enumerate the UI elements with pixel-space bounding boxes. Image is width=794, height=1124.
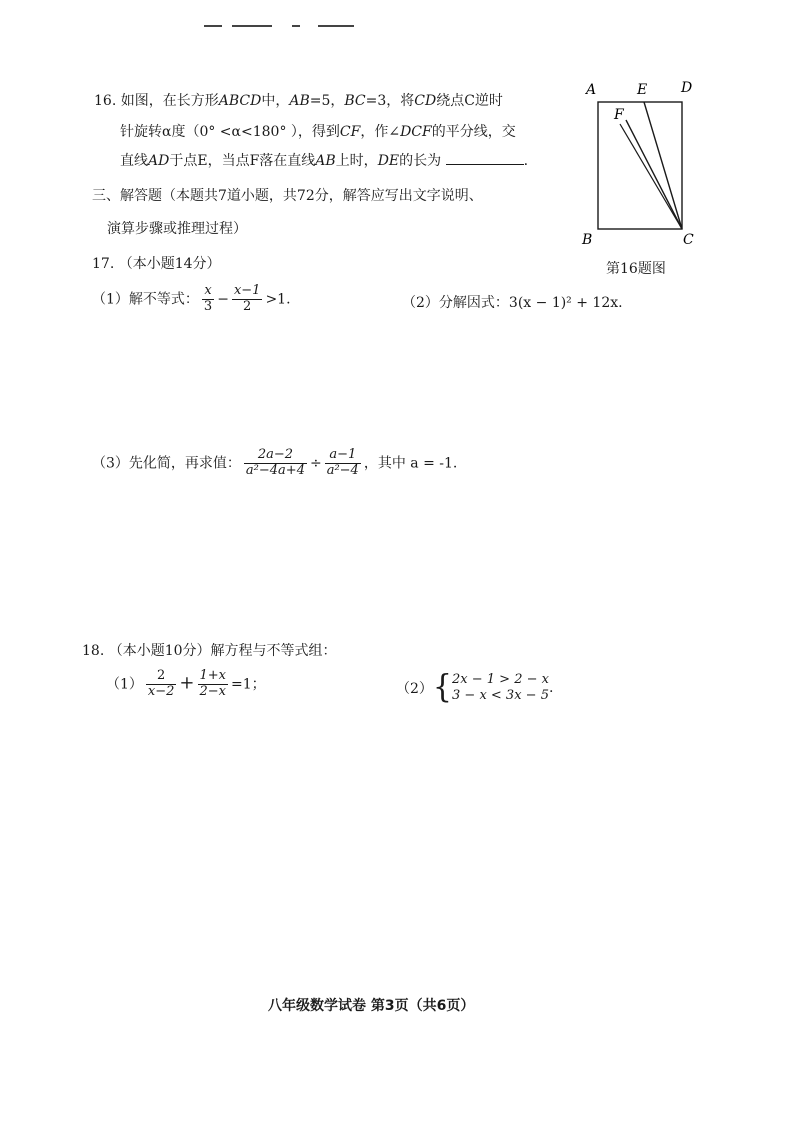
numerator: 2a−2 xyxy=(244,448,307,464)
label-d: D xyxy=(681,80,693,96)
text: 如图，在长方形 xyxy=(120,93,219,109)
expression: 3(x − 1)² + 12x. xyxy=(508,295,623,311)
text: =3，将 xyxy=(365,93,415,109)
question-18-header: 18. （本小题10分）解方程与不等式组： xyxy=(82,643,337,659)
label-f: F xyxy=(614,107,624,123)
text: 的平分线，交 xyxy=(431,124,516,140)
question-16-figure xyxy=(576,76,706,276)
text: =1； xyxy=(231,676,266,693)
q18-part-1 xyxy=(106,669,266,700)
text: DE xyxy=(377,153,400,169)
text: BC xyxy=(344,93,366,109)
text: CF xyxy=(339,124,361,140)
label-a: A xyxy=(586,82,597,98)
text: 上时， xyxy=(335,153,378,169)
numerator: x xyxy=(202,284,214,300)
text: AD xyxy=(148,153,170,169)
denominator: a²−4a+4 xyxy=(245,462,305,478)
text: AB xyxy=(289,93,310,109)
section-3-line-2: 演算步骤或推理过程） xyxy=(107,221,247,237)
section-3-line-1: 三、解答题（本题共7道小题，共72分，解答应写出文字说明、 xyxy=(92,188,483,204)
label-e: E xyxy=(637,82,648,98)
operator: ÷ xyxy=(309,455,322,472)
text: ABCD xyxy=(218,93,262,109)
part-label: （1）解不等式： xyxy=(92,291,199,308)
numerator: x−1 xyxy=(233,283,261,298)
text: ，其中 a = -1. xyxy=(363,455,458,472)
denominator: x−2 xyxy=(147,683,175,699)
operator: − xyxy=(217,291,229,308)
fraction xyxy=(146,669,177,700)
part-label: （2）分解因式： xyxy=(402,295,509,311)
denominator: 2 xyxy=(243,298,252,314)
text: AB xyxy=(315,153,336,169)
answer-blank[interactable] xyxy=(446,152,524,165)
text: . xyxy=(548,680,554,696)
denominator: a²−4 xyxy=(326,462,359,478)
text: 直线 xyxy=(120,153,148,169)
part-label: （1） xyxy=(106,676,143,693)
denominator: 3 xyxy=(203,298,213,314)
text: ，作∠ xyxy=(360,124,401,140)
question-number: 16. xyxy=(94,93,117,109)
q17-part-2 xyxy=(402,292,623,312)
part-label: （3）先化简，再求值： xyxy=(92,455,241,472)
question-17-header: 17. （本小题14分） xyxy=(92,256,221,272)
scan-artifact xyxy=(318,25,354,27)
operator: + xyxy=(179,672,195,694)
text: CD xyxy=(414,93,437,109)
text: . xyxy=(523,153,529,169)
brace-icon: { xyxy=(432,669,453,706)
numerator: 2 xyxy=(146,669,177,685)
fraction xyxy=(325,448,361,479)
text: =5， xyxy=(309,93,345,109)
question-16-line-1 xyxy=(94,90,503,110)
question-16-line-3 xyxy=(120,150,528,170)
scan-artifact xyxy=(204,25,222,27)
segment-cf-inner xyxy=(620,124,682,229)
scan-artifact xyxy=(292,25,300,27)
scan-artifact xyxy=(232,25,272,27)
q18-part-2 xyxy=(396,669,554,706)
inequality-system xyxy=(452,672,549,704)
q17-part-1 xyxy=(92,284,291,315)
question-16-line-2 xyxy=(120,121,516,141)
figure-caption: 第16题图 xyxy=(606,261,666,277)
text: 绕点C逆时 xyxy=(436,93,503,109)
fraction xyxy=(244,448,307,479)
label-c: C xyxy=(683,232,694,248)
q17-part-3 xyxy=(92,448,457,479)
text: DCF xyxy=(400,124,432,140)
inequality-line-1: 2x − 1 > 2 − x xyxy=(452,672,549,687)
rectangle-abcd xyxy=(598,102,682,229)
page-footer: 八年级数学试卷 第3页（共6页） xyxy=(268,998,475,1014)
inequality-line-2: 3 − x < 3x − 5 xyxy=(452,688,549,703)
numerator: 1+x xyxy=(199,668,227,683)
text: 于点E，当点F落在直线 xyxy=(169,153,316,169)
label-b: B xyxy=(582,232,593,248)
text: 中， xyxy=(261,93,290,109)
text: 针旋转α度（0° <α<180° ），得到 xyxy=(120,124,340,140)
text: 的长为 xyxy=(399,153,442,169)
fraction xyxy=(198,669,229,700)
numerator: a−1 xyxy=(325,448,361,464)
fraction xyxy=(232,284,263,315)
denominator: 2−x xyxy=(199,683,227,699)
fraction xyxy=(202,284,214,315)
part-label: （2） xyxy=(396,681,433,697)
text: >1. xyxy=(265,291,291,308)
